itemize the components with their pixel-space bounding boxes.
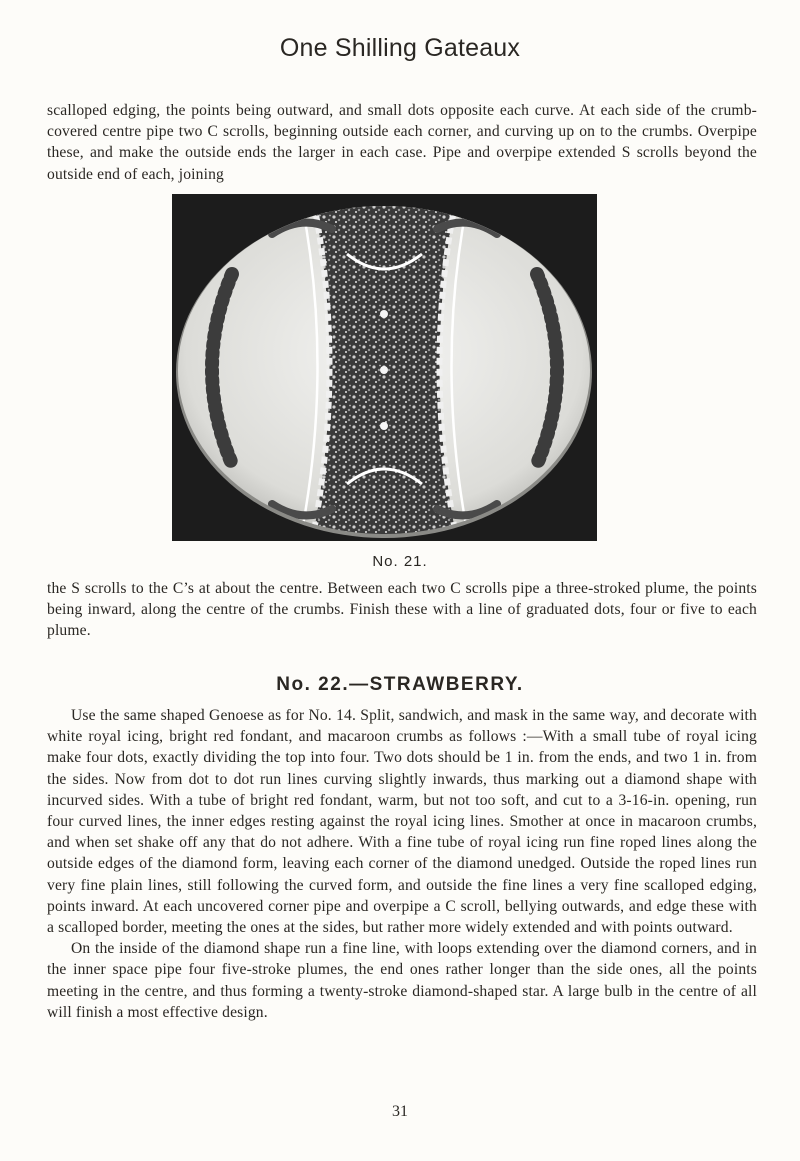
section-paragraph-2: On the inside of the diamond shape run a fine line, with loops extending over the diamond corners, and in the inner space pipe four five-stroke plumes, the end ones rather longer than the side ones, all the points meeting in the centre, and thus forming a twenty-stroke diamond-shaped star. A large bulb in the centre of all will finish a most effective design. (47, 940, 757, 1021)
intro-paragraph (47, 100, 757, 185)
cake-photograph (172, 194, 597, 541)
continuation-text: the S scrolls to the C’s at about the centre. Between each two C scrolls pipe a three-stroked plume, the points being inward, along the centre of the crumbs. Finish these with a line of graduated dots, four or five to each plume. (47, 580, 757, 640)
figure-caption: No. 21. (372, 553, 428, 570)
cake-photograph-drawing (172, 194, 597, 541)
section-body (47, 705, 757, 1023)
page-number: 31 (392, 1103, 408, 1120)
section-heading: No. 22.—STRAWBERRY. (276, 674, 524, 695)
continuation-paragraph (47, 578, 757, 642)
intro-text: scalloped edging, the points being outward, and small dots opposite each curve. At each side of the crumb-covered centre pipe two C scrolls, beginning outside each corner, and curving up on to the crumbs. Overpipe these, and make the outside ends the larger in each case. Pipe and overpipe extended S scrolls beyond the outside end of each, joining (47, 102, 757, 183)
section-paragraph-1: Use the same shaped Genoese as for No. 14. Split, sandwich, and mask in the same way, and decorate with white royal icing, bright red fondant, and macaroon crumbs as follows :—With a small tube of royal icing make four dots, exactly dividing the top into four. Two dots should be 1 in. from the ends, and two 1 in. from the sides. Now from dot to dot run lines curving slightly inwards, thus marking out a diamond shape with incurved sides. With a tube of bright red fondant, warm, but not too soft, and cut to a 3-16-in. opening, run four curved lines, the inner edges resting against the royal icing lines. Smother at once in macaroon crumbs, and when set shake off any that do not adhere. With a fine tube of royal icing run fine roped lines along the outside edges of the diamond form, leaving each corner of the diamond unedged. Outside the roped lines run very fine plain lines, still following the curved form, and outside the fine lines a very fine scalloped edging, points inward. At each uncovered corner pipe and overpipe a C scroll, bellying outwards, and edge these with a scalloped border, meeting the ones at the sides, but rather more widely extended and with points outward. (47, 707, 757, 937)
page-title: One Shilling Gateaux (279, 34, 521, 62)
